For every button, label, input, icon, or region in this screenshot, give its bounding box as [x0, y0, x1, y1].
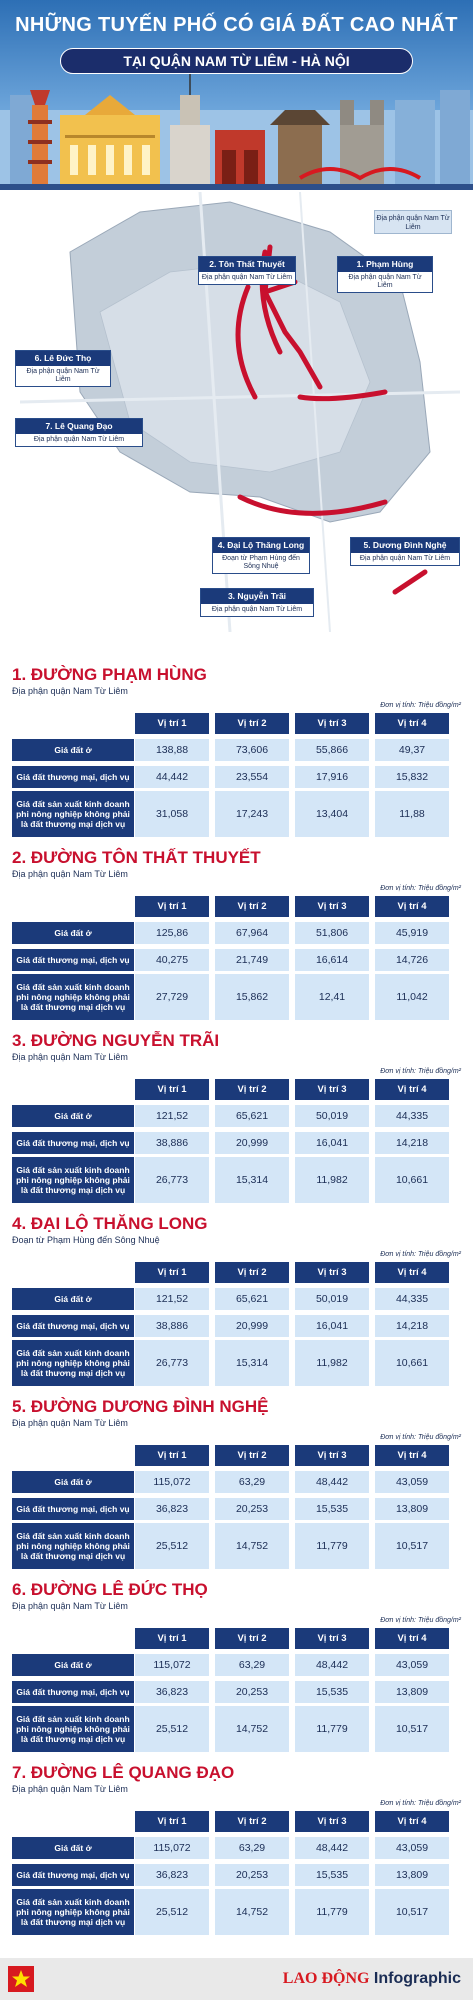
price-cell: 44,442 — [135, 766, 209, 788]
price-section — [0, 1031, 473, 1206]
star-logo-icon — [8, 1966, 34, 1992]
price-cell: 121,52 — [135, 1105, 209, 1127]
price-cell: 121,52 — [135, 1288, 209, 1310]
map-label-body: Địa phận quận Nam Từ Liêm — [33, 436, 125, 443]
brand-logo — [283, 1970, 461, 1988]
price-cell: 25,512 — [135, 1523, 209, 1569]
section-subtitle: Địa phận quận Nam Từ Liêm — [12, 869, 128, 879]
column-header: Vị trí 3 — [295, 896, 369, 917]
price-cell: 43,059 — [375, 1654, 449, 1676]
map-label-ton-that-thuyet — [198, 256, 296, 285]
price-cell: 48,442 — [295, 1837, 369, 1859]
price-cell: 138,88 — [135, 739, 209, 761]
price-cell: 27,729 — [135, 974, 209, 1020]
price-cell: 50,019 — [295, 1105, 369, 1127]
map-label-le-duc-tho — [15, 350, 111, 387]
column-header: Vị trí 4 — [375, 1079, 449, 1100]
price-cell: 11,779 — [295, 1523, 369, 1569]
map-label-body: Địa phận quận Nam Từ Liêm — [26, 368, 100, 383]
price-cell: 15,535 — [295, 1864, 369, 1886]
column-header: Vị trí 3 — [295, 713, 369, 734]
section-title: 5. ĐƯỜNG DƯƠNG ĐÌNH NGHỆ — [12, 1397, 269, 1416]
map-label-pham-hung — [337, 256, 433, 293]
section-subtitle: Địa phận quận Nam Từ Liêm — [12, 1052, 128, 1062]
price-cell: 21,749 — [215, 949, 289, 971]
column-header: Vị trí 4 — [375, 1628, 449, 1649]
price-cell: 63,29 — [215, 1654, 289, 1676]
price-cell: 14,218 — [375, 1315, 449, 1337]
unit-note: Đơn vị tính: Triệu đồng/m² — [380, 1068, 461, 1075]
price-cell: 26,773 — [135, 1340, 209, 1386]
price-cell: 115,072 — [135, 1654, 209, 1676]
price-cell: 13,404 — [295, 791, 369, 837]
price-cell: 65,621 — [215, 1105, 289, 1127]
price-cell: 44,335 — [375, 1288, 449, 1310]
footer — [0, 1958, 473, 2000]
price-cell: 43,059 — [375, 1471, 449, 1493]
map-label-body: Địa phận quận Nam Từ Liêm — [359, 555, 451, 562]
row-header: Giá đất thương mại, dịch vụ — [12, 1681, 134, 1703]
row-header: Giá đất ở — [12, 1837, 134, 1859]
section-title: 6. ĐƯỜNG LÊ ĐỨC THỌ — [12, 1580, 208, 1599]
price-cell: 115,072 — [135, 1837, 209, 1859]
price-cell: 13,809 — [375, 1681, 449, 1703]
price-cell: 45,919 — [375, 922, 449, 944]
map-label-title: 4. Đại Lộ Thăng Long — [213, 538, 309, 553]
row-header: Giá đất sản xuất kinh doanh phi nông nghiệp không phải là đất thương mại dịch vụ — [12, 1157, 134, 1203]
column-header: Vị trí 3 — [295, 1079, 369, 1100]
header-banner — [0, 0, 473, 190]
price-cell: 11,779 — [295, 1889, 369, 1935]
price-cell: 40,275 — [135, 949, 209, 971]
column-header: Vị trí 2 — [215, 1811, 289, 1832]
price-cell: 10,517 — [375, 1523, 449, 1569]
column-header: Vị trí 1 — [135, 1262, 209, 1283]
column-header: Vị trí 2 — [215, 713, 289, 734]
price-cell: 15,832 — [375, 766, 449, 788]
map-label-title: 2. Tôn Thất Thuyết — [199, 257, 295, 272]
price-cell: 23,554 — [215, 766, 289, 788]
row-header: Giá đất ở — [12, 922, 134, 944]
map-label-title: 1. Phạm Hùng — [338, 257, 432, 272]
row-header: Giá đất sản xuất kinh doanh phi nông nghiệp không phải là đất thương mại dịch vụ — [12, 974, 134, 1020]
column-header: Vị trí 3 — [295, 1262, 369, 1283]
unit-note: Đơn vị tính: Triệu đồng/m² — [380, 1617, 461, 1624]
column-header: Vị trí 3 — [295, 1811, 369, 1832]
price-cell: 25,512 — [135, 1706, 209, 1752]
map-label-title: 5. Dương Đình Nghệ — [351, 538, 459, 553]
map-label-duong-dinh-nghe — [350, 537, 460, 566]
row-header: Giá đất thương mại, dịch vụ — [12, 1132, 134, 1154]
price-cell: 26,773 — [135, 1157, 209, 1203]
column-header: Vị trí 2 — [215, 1079, 289, 1100]
row-header: Giá đất thương mại, dịch vụ — [12, 949, 134, 971]
unit-note: Đơn vị tính: Triệu đồng/m² — [380, 1800, 461, 1807]
row-header: Giá đất ở — [12, 739, 134, 761]
section-title: 3. ĐƯỜNG NGUYỄN TRÃI — [12, 1031, 220, 1050]
price-cell: 15,314 — [215, 1157, 289, 1203]
price-cell: 20,999 — [215, 1315, 289, 1337]
price-cell: 15,535 — [295, 1498, 369, 1520]
price-cell: 11,88 — [375, 791, 449, 837]
page-title: NHỮNG TUYẾN PHỐ CÓ GIÁ ĐẤT CAO NHẤT — [15, 14, 458, 36]
section-subtitle: Đoạn từ Phạm Hùng đến Sông Nhuệ — [12, 1235, 160, 1245]
map-label-title: 7. Lê Quang Đạo — [16, 419, 142, 434]
map-label-body: Địa phận quận Nam Từ Liêm — [201, 274, 293, 281]
brand-part2: Infographic — [373, 1970, 461, 1987]
row-header: Giá đất sản xuất kinh doanh phi nông nghiệp không phải là đất thương mại dịch vụ — [12, 791, 134, 837]
price-cell: 17,243 — [215, 791, 289, 837]
price-cell: 36,823 — [135, 1864, 209, 1886]
section-title: 7. ĐƯỜNG LÊ QUANG ĐẠO — [12, 1763, 235, 1782]
price-cell: 11,982 — [295, 1340, 369, 1386]
price-cell: 14,752 — [215, 1889, 289, 1935]
price-cell: 11,042 — [375, 974, 449, 1020]
map-label-body: Địa phận quận Nam Từ Liêm — [348, 274, 422, 289]
column-header: Vị trí 2 — [215, 896, 289, 917]
map-label-title: 3. Nguyễn Trãi — [201, 589, 313, 604]
price-cell: 10,517 — [375, 1889, 449, 1935]
column-header: Vị trí 1 — [135, 1079, 209, 1100]
map-label-body: Đoạn từ Phạm Hùng đến Sông Nhuệ — [222, 555, 300, 570]
price-cell: 31,058 — [135, 791, 209, 837]
column-header: Vị trí 1 — [135, 896, 209, 917]
section-subtitle: Địa phận quận Nam Từ Liêm — [12, 1418, 128, 1428]
price-cell: 50,019 — [295, 1288, 369, 1310]
price-cell: 20,999 — [215, 1132, 289, 1154]
row-header: Giá đất thương mại, dịch vụ — [12, 1864, 134, 1886]
price-cell: 73,606 — [215, 739, 289, 761]
map-legend-note: Địa phận quận Nam Từ Liêm — [374, 210, 452, 234]
price-cell: 63,29 — [215, 1471, 289, 1493]
section-title: 2. ĐƯỜNG TÔN THẤT THUYẾT — [12, 848, 261, 867]
row-header: Giá đất sản xuất kinh doanh phi nông nghiệp không phải là đất thương mại dịch vụ — [12, 1523, 134, 1569]
price-cell: 14,752 — [215, 1706, 289, 1752]
price-cell: 15,535 — [295, 1681, 369, 1703]
column-header: Vị trí 2 — [215, 1262, 289, 1283]
price-cell: 49,37 — [375, 739, 449, 761]
unit-note: Đơn vị tính: Triệu đồng/m² — [380, 702, 461, 709]
price-cell: 51,806 — [295, 922, 369, 944]
price-cell: 14,218 — [375, 1132, 449, 1154]
price-cell: 55,866 — [295, 739, 369, 761]
price-cell: 38,886 — [135, 1132, 209, 1154]
price-cell: 16,041 — [295, 1132, 369, 1154]
column-header: Vị trí 1 — [135, 713, 209, 734]
map-label-dai-lo-thang-long — [212, 537, 310, 574]
page-subtitle: TẠI QUẬN NAM TỪ LIÊM - HÀ NỘI — [60, 48, 413, 74]
price-cell: 20,253 — [215, 1681, 289, 1703]
row-header: Giá đất thương mại, dịch vụ — [12, 1315, 134, 1337]
price-section — [0, 1397, 473, 1572]
price-cell: 13,809 — [375, 1864, 449, 1886]
row-header: Giá đất ở — [12, 1105, 134, 1127]
price-cell: 36,823 — [135, 1498, 209, 1520]
star-icon — [8, 1966, 34, 1992]
price-cell: 20,253 — [215, 1864, 289, 1886]
price-cell: 63,29 — [215, 1837, 289, 1859]
price-section — [0, 665, 473, 840]
price-cell: 15,862 — [215, 974, 289, 1020]
row-header: Giá đất ở — [12, 1654, 134, 1676]
price-cell: 14,752 — [215, 1523, 289, 1569]
section-subtitle: Địa phận quận Nam Từ Liêm — [12, 1784, 128, 1794]
price-cell: 44,335 — [375, 1105, 449, 1127]
section-title: 1. ĐƯỜNG PHẠM HÙNG — [12, 665, 207, 684]
unit-note: Đơn vị tính: Triệu đồng/m² — [380, 885, 461, 892]
price-section — [0, 848, 473, 1023]
price-section — [0, 1763, 473, 1938]
column-header: Vị trí 1 — [135, 1628, 209, 1649]
price-cell: 16,041 — [295, 1315, 369, 1337]
row-header: Giá đất ở — [12, 1471, 134, 1493]
price-cell: 11,779 — [295, 1706, 369, 1752]
row-header: Giá đất ở — [12, 1288, 134, 1310]
column-header: Vị trí 4 — [375, 896, 449, 917]
price-cell: 17,916 — [295, 766, 369, 788]
price-cell: 25,512 — [135, 1889, 209, 1935]
brand-part1: LAO ĐỘNG — [282, 1970, 370, 1987]
price-cell: 43,059 — [375, 1837, 449, 1859]
column-header: Vị trí 3 — [295, 1445, 369, 1466]
price-cell: 125,86 — [135, 922, 209, 944]
price-section — [0, 1580, 473, 1755]
column-header: Vị trí 4 — [375, 1811, 449, 1832]
column-header: Vị trí 3 — [295, 1628, 369, 1649]
unit-note: Đơn vị tính: Triệu đồng/m² — [380, 1251, 461, 1258]
row-header: Giá đất sản xuất kinh doanh phi nông nghiệp không phải là đất thương mại dịch vụ — [12, 1889, 134, 1935]
column-header: Vị trí 1 — [135, 1445, 209, 1466]
price-cell: 13,809 — [375, 1498, 449, 1520]
price-cell: 16,614 — [295, 949, 369, 971]
price-cell: 67,964 — [215, 922, 289, 944]
column-header: Vị trí 2 — [215, 1445, 289, 1466]
price-cell: 115,072 — [135, 1471, 209, 1493]
row-header: Giá đất thương mại, dịch vụ — [12, 766, 134, 788]
price-section — [0, 1214, 473, 1389]
price-cell: 48,442 — [295, 1471, 369, 1493]
price-cell: 10,517 — [375, 1706, 449, 1752]
unit-note: Đơn vị tính: Triệu đồng/m² — [380, 1434, 461, 1441]
map-label-le-quang-dao — [15, 418, 143, 447]
column-header: Vị trí 2 — [215, 1628, 289, 1649]
row-header: Giá đất thương mại, dịch vụ — [12, 1498, 134, 1520]
section-subtitle: Địa phận quận Nam Từ Liêm — [12, 1601, 128, 1611]
price-cell: 20,253 — [215, 1498, 289, 1520]
row-header: Giá đất sản xuất kinh doanh phi nông nghiệp không phải là đất thương mại dịch vụ — [12, 1706, 134, 1752]
column-header: Vị trí 4 — [375, 1445, 449, 1466]
map-label-title: 6. Lê Đức Thọ — [16, 351, 110, 366]
column-header: Vị trí 4 — [375, 1262, 449, 1283]
price-cell: 12,41 — [295, 974, 369, 1020]
price-cell: 10,661 — [375, 1157, 449, 1203]
section-subtitle: Địa phận quận Nam Từ Liêm — [12, 686, 128, 696]
map-label-body: Địa phận quận Nam Từ Liêm — [211, 606, 303, 613]
column-header: Vị trí 1 — [135, 1811, 209, 1832]
price-cell: 15,314 — [215, 1340, 289, 1386]
price-cell: 36,823 — [135, 1681, 209, 1703]
price-cell: 14,726 — [375, 949, 449, 971]
price-cell: 48,442 — [295, 1654, 369, 1676]
price-cell: 38,886 — [135, 1315, 209, 1337]
map-label-nguyen-trai — [200, 588, 314, 617]
section-title: 4. ĐẠI LỘ THĂNG LONG — [12, 1214, 208, 1233]
price-cell: 10,661 — [375, 1340, 449, 1386]
price-cell: 65,621 — [215, 1288, 289, 1310]
column-header: Vị trí 4 — [375, 713, 449, 734]
price-cell: 11,982 — [295, 1157, 369, 1203]
row-header: Giá đất sản xuất kinh doanh phi nông nghiệp không phải là đất thương mại dịch vụ — [12, 1340, 134, 1386]
